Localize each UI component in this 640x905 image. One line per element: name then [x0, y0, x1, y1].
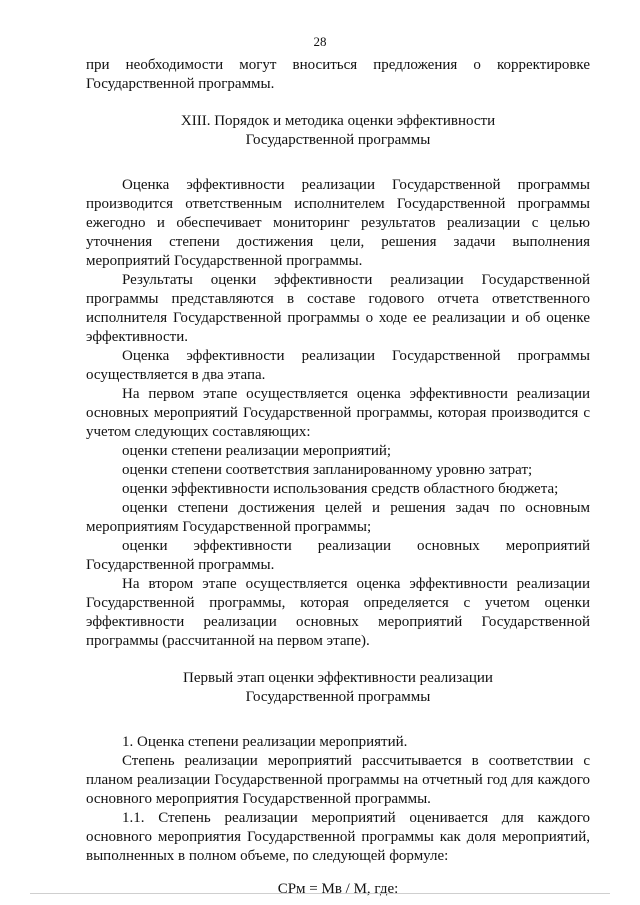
- page-bottom-divider: [30, 893, 610, 894]
- paragraph: Результаты оценки эффективности реализации Государственной программы представляются в составе годового отчета ответственного исполнителя Государственной программы о ходе ее реализации и об оценке эффективности.: [86, 272, 590, 345]
- paragraph: На втором этапе осуществляется оценка эффективности реализации Государственной программы, которая определяется с учетом оценки эффективности реализации основных мероприятий Государственной программы (рассчитанной на первом этапе).: [86, 576, 590, 649]
- list-item: оценки степени реализации мероприятий;: [122, 443, 392, 459]
- paragraph: 1. Оценка степени реализации мероприятий.: [122, 734, 408, 750]
- list-item: оценки степени соответствия запланированному уровню затрат;: [122, 462, 533, 478]
- section-heading-line1: XIII. Порядок и методика оценки эффективности: [180, 113, 496, 129]
- formula: СРм = Мв / М, где:: [277, 881, 399, 897]
- paragraph: 1.1. Степень реализации мероприятий оценивается для каждого основного мероприятия Государственной программы как доля мероприятий, выполненных в полном объеме, по следующей формуле:: [86, 810, 590, 864]
- list-item: оценки степени достижения целей и решения задач по основным мероприятиям Государственной программы;: [86, 500, 590, 535]
- list-item: оценки эффективности использования средств областного бюджета;: [122, 481, 559, 497]
- subsection-heading-line1: Первый этап оценки эффективности реализации: [183, 670, 493, 686]
- section-heading-line2: Государственной программы: [245, 132, 431, 148]
- paragraph: Степень реализации мероприятий рассчитывается в соответствии с планом реализации Государственной программы на отчетный год для каждого основного мероприятия Государственной программы.: [86, 753, 590, 807]
- subsection-heading-line2: Государственной программы: [245, 689, 431, 705]
- paragraph: при необходимости могут вноситься предложения о корректировке Государственной программы.: [86, 57, 590, 92]
- page-content: [86, 56, 590, 899]
- paragraph: Оценка эффективности реализации Государственной программы производится ответственным исполнителем Государственной программы ежегодно и обеспечивает мониторинг результатов реализации с целью уточнения степени достижения цели, решения задачи выполнения мероприятий Государственной программы.: [86, 177, 590, 269]
- paragraph: Оценка эффективности реализации Государственной программы осуществляется в два этапа.: [86, 348, 590, 383]
- paragraph: На первом этапе осуществляется оценка эффективности реализации основных мероприятий Государственной программы, которая производится с учетом следующих составляющих:: [86, 386, 590, 440]
- page-number: 28: [313, 34, 327, 49]
- list-item: оценки эффективности реализации основных мероприятий Государственной программы.: [86, 538, 590, 573]
